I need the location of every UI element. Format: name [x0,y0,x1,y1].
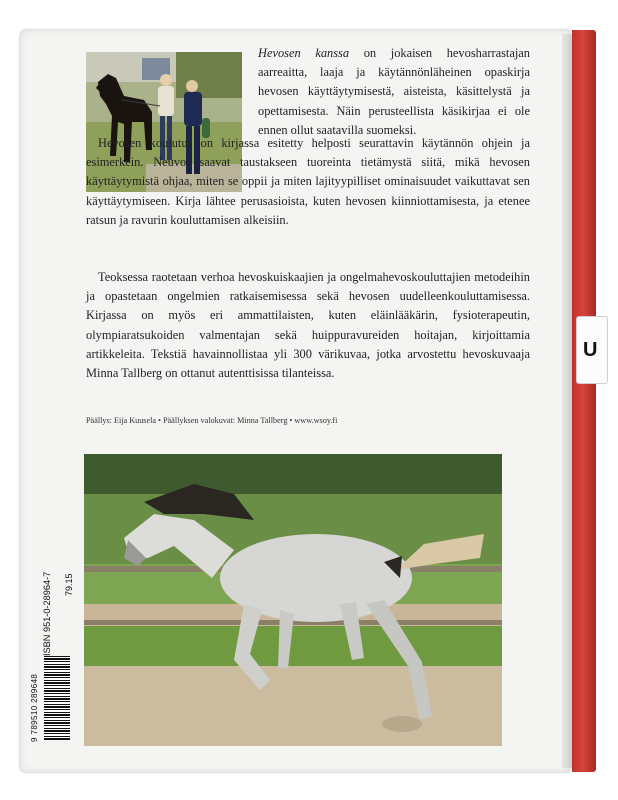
price-code: 79.15 [64,573,74,596]
description-body-lower [86,268,530,383]
library-sticker: U [576,316,608,384]
book-back-cover [20,30,598,772]
description-paragraph-1-text: on jokaisen hevosharrastajan aarreaitta, laaja ja käytännönläheinen opaskirja hevosen käyttäytymisestä, aisteista, käsittelystä ja opettamisesta. Näin perusteellista käsikirjaa ei ole ennen ollut saatavilla suomeksi. [258,46,530,137]
main-photo-grey-horse [84,454,502,746]
isbn-barcode-block [30,556,74,756]
book-title-inline: Hevosen kanssa [258,46,350,60]
description-paragraph-2: Hevosen koulutus on kirjassa esitetty helposti seurattavin käytännön ohjein ja esimerkein. Neuvot saavat taustakseen tuoreinta tietämystä siitä, mikä hevosen käyttäytymistä ohjaa, miten se oppii ja miten lajityypilliset ominaisuudet vaikuttavat sen käyttäytymiseen. Kirja lähtee perusasioista, kuten hevosen kiinniottamisesta, ja etenee ratsun ja ravurin kouluttamisen alkeisiin. [86,136,530,227]
main-photo-image [84,454,502,746]
barcode-digits: 9 789510 289648 [30,673,39,742]
isbn-number: ISBN 951-0-28964-7 [42,571,52,656]
cover-credits: Päällys: Eija Kuusela • Päällyksen valokuvat: Minna Tallberg • www.wsoy.fi [86,416,338,425]
book-spine [572,30,596,772]
description-body [86,134,530,230]
spine-hinge [562,34,572,768]
description-paragraph-3: Teoksessa raotetaan verhoa hevoskuiskaajien ja ongelmahevoskouluttajien metodeihin ja opastetaan ongelmien ratkaisemisessa sekä hevosen uudelleenkouluttamisessa. Kirjassa on myös eri ammattilaisten, kuten eläinlääkärin, fysioterapeutin, olympiaratsukoiden valmentajan sekä huippuravureiden hoitajan, kirjoittamia artikkeleita. Tekstiä havainnollistaa yli 300 värikuvaa, jotka arvostettu hevoskuvaaja Minna Tallberg on ottanut autenttisissa tilanteissa. [86,270,530,381]
description-paragraph-1 [258,44,530,140]
description-column [258,44,530,140]
barcode-image [44,656,70,740]
